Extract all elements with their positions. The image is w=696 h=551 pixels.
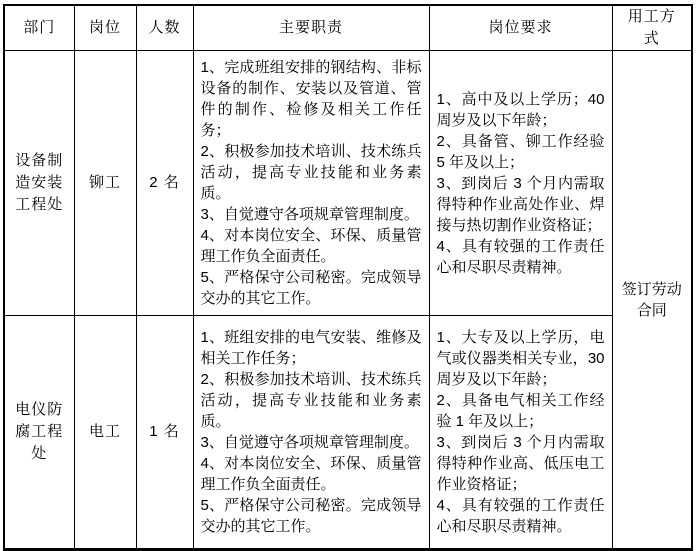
duty-item: 1、班组安排的电气安装、维修及相关工作任务； [200, 329, 422, 367]
requirement-item: 1、大专及以上学历，电气或仪器类相关专业，30 周岁及以下年龄； [436, 329, 605, 388]
requirement-item: 3、到岗后 3 个月内需取得特种作业高处作业、焊接与热切割作业资格证； [436, 174, 605, 234]
department-cell: 电仪防腐工程处 [4, 316, 74, 550]
requirements-cell [429, 51, 612, 316]
header-duties: 主要职责 [193, 5, 429, 51]
header-department: 部门 [4, 5, 74, 51]
requirement-item: 4、具有较强的工作责任心和尽职尽责精神。 [436, 237, 605, 276]
requirements-cell [429, 316, 612, 550]
requirement-item: 1、高中及以上学历；40 周岁及以下年龄； [436, 90, 605, 129]
duty-item: 2、积极参加技术培训、技术练兵活动，提高专业技能和业务素质。 [200, 371, 422, 430]
duty-item: 5、严格保守公司秘密。完成领导交办的其它工作。 [200, 497, 422, 535]
duties-cell [193, 51, 429, 316]
duty-item: 3、自觉遵守各项规章管理制度。 [200, 206, 419, 223]
headcount-cell: 1 名 [136, 316, 193, 550]
headcount-cell: 2 名 [136, 51, 193, 316]
requirement-item: 4、具有较强的工作责任心和尽职尽责精神。 [436, 497, 605, 535]
duties-cell [193, 316, 429, 550]
duty-item: 4、对本岗位安全、环保、质量管理工作负全面责任。 [200, 227, 422, 265]
employment-type-cell: 签订劳动合同 [612, 51, 692, 550]
job-postings-table [3, 4, 693, 551]
header-headcount: 人数 [136, 5, 193, 51]
duty-item: 1、完成班组安排的钢结构、非标设备的制作、安装以及管道、管件的制作、检修及相关工作任务； [200, 59, 422, 139]
duty-item: 5、严格保守公司秘密。完成领导交办的其它工作。 [200, 269, 422, 307]
table-header-row [4, 5, 692, 51]
header-position: 岗位 [74, 5, 136, 51]
position-cell: 铆工 [74, 51, 136, 316]
position-cell: 电工 [74, 316, 136, 550]
requirement-item: 3、到岗后 3 个月内需取得特种作业高、低压电工作业资格证； [436, 434, 605, 493]
table-row [4, 316, 692, 550]
table-row [4, 51, 692, 316]
duty-item: 4、对本岗位安全、环保、质量管理工作负全面责任。 [200, 455, 422, 493]
requirement-item: 2、具备管、铆工作经验 5 年及以上； [436, 132, 605, 171]
header-requirements: 岗位要求 [429, 5, 612, 51]
requirement-item: 2、具备电气相关工作经验 1 年及以上； [436, 392, 605, 430]
duty-item: 2、积极参加技术培训、技术练兵活动，提高专业技能和业务素质。 [200, 143, 422, 202]
duty-item: 3、自觉遵守各项规章管理制度。 [200, 434, 419, 451]
department-cell: 设备制造安装工程处 [4, 51, 74, 316]
header-employment: 用工方式 [612, 5, 692, 51]
